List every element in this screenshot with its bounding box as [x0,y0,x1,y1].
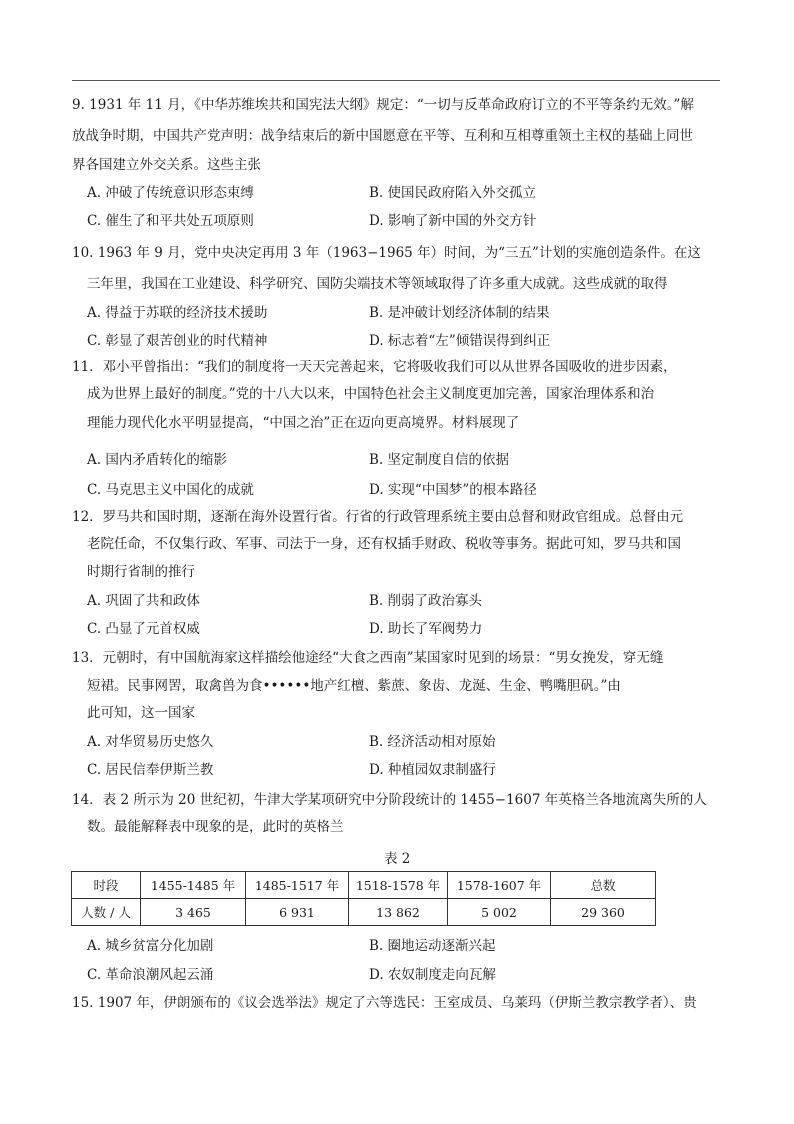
q9-stem-line: 放战争时期，中国共产党声明：战争结束后的新中国愿意在平等、互利和互相尊重领土主权的基础上同世 [72,128,693,144]
q12-option-c: C. 凸显了元首权威 [87,621,200,637]
q10-option-d: D. 标志着“左”倾错误得到纠正 [369,333,551,349]
q14-stem-line: 14．表 2 所示为 20 世纪初，牛津大学某项研究中分阶段统计的 1455−1607 年英格兰各地流离失所的人 [72,792,707,808]
q14-stem-line: 数。最能解释表中现象的是，此时的英格兰 [87,819,344,835]
q10-stem-line: 10. 1963 年 9 月，党中央决定再用 3 年（1963−1965 年）时间，为“三五”计划的实施创造条件。在这 [72,245,701,261]
q12-option-b: B. 削弱了政治寡头 [369,593,483,609]
q13-option-a: A. 对华贸易历史悠久 [87,734,214,750]
table-row [72,899,656,926]
q9-stem-line: 界各国建立外交关系。这些主张 [72,157,261,173]
q11-stem-line: 理能力现代化水平明显提高，“中国之治”正在迈向更高境界。材料展现了 [87,415,520,431]
q13-option-d: D. 种植园奴隶制盛行 [369,762,496,778]
q11-option-a: A. 国内矛盾转化的缩影 [87,452,227,468]
q10-option-a: A. 得益于苏联的经济技术援助 [87,305,268,321]
q11-option-c: C. 马克思主义中国化的成就 [87,482,254,498]
header-rule [72,80,720,81]
q12-option-d: D. 助长了军阀势力 [369,621,483,637]
table-cell: 6 931 [246,899,349,926]
q12-stem-line: 时期行省制的推行 [87,564,195,580]
q15-stem-line: 15. 1907 年，伊朗颁布的《议会选举法》规定了六等选民：王室成员、乌莱玛（伊斯兰教宗教学者）、贵 [72,995,697,1011]
table-cell: 5 002 [448,899,551,926]
q13-option-b: B. 经济活动相对原始 [369,734,496,750]
q10-option-c: C. 彰显了艰苦创业的时代精神 [87,333,268,349]
table-header-row [72,872,656,899]
q12-stem-line: 12．罗马共和国时期，逐渐在海外设置行省。行省的行政管理系统主要由总督和财政官组成。总督由元 [72,509,684,525]
q14-option-d: D. 农奴制度走向瓦解 [369,967,496,983]
table-cell: 29 360 [551,899,656,926]
q11-option-d: D. 实现“中国梦”的根本路径 [369,482,537,498]
q14-option-c: C. 革命浪潮风起云涌 [87,967,214,983]
q13-stem-line: 短裙。民事网罟，取禽兽为食••••••地产红檀、紫蔗、象齿、龙涎、生金、鸭嘴胆矾。”由 [87,678,621,694]
q9-option-a: A. 冲破了传统意识形态束缚 [87,185,254,201]
q9-option-b: B. 使国民政府陷入外交孤立 [369,185,537,201]
q9-stem-line: 9. 1931 年 11 月，《中华苏维埃共和国宪法大纲》规定：“一切与反革命政府订立的不平等条约无效。”解 [72,97,694,113]
q11-stem-line: 成为世界上最好的制度。”党的十八大以来，中国特色社会主义制度更加完善，国家治理体系和治 [87,386,655,402]
table-cell: 人数 / 人 [72,899,141,926]
table-header-cell: 1578-1607 年 [448,872,551,899]
table-caption: 表 2 [384,851,411,867]
table-header-cell: 1485-1517 年 [246,872,349,899]
q13-stem-line: 此可知，这一国家 [87,705,195,721]
q9-option-d: D. 影响了新中国的外交方针 [369,213,537,229]
q13-option-c: C. 居民信奉伊斯兰教 [87,762,214,778]
q14-option-b: B. 圈地运动逐渐兴起 [369,938,496,954]
q12-option-a: A. 巩固了共和政体 [87,593,200,609]
data-table [71,871,656,926]
q10-stem-line: 三年里，我国在工业建设、科学研究、国防尖端技术等领域取得了许多重大成就。这些成就的取得 [87,276,668,292]
q14-option-a: A. 城乡贫富分化加剧 [87,938,214,954]
q10-option-b: B. 是冲破计划经济体制的结果 [369,305,550,321]
table-header-cell: 总数 [551,872,656,899]
q12-stem-line: 老院任命，不仅集行政、军事、司法于一身，还有权插手财政、税收等事务。据此可知，罗马共和国 [87,536,681,552]
table-cell: 13 862 [349,899,448,926]
q9-option-c: C. 催生了和平共处五项原则 [87,213,254,229]
q11-option-b: B. 坚定制度自信的依据 [369,452,510,468]
table-header-cell: 1455-1485 年 [141,872,246,899]
table-header-cell: 1518-1578 年 [349,872,448,899]
table-header-cell: 时段 [72,872,141,899]
q13-stem-line: 13．元朝时，有中国航海家这样描绘他途经“大食之西南”某国家时见到的场景：“男女挽发，穿无缝 [72,650,664,666]
table-cell: 3 465 [141,899,246,926]
q11-stem-line: 11．邓小平曾指出：“我们的制度将一天天完善起来，它将吸收我们可以从世界各国吸收的进步因素， [72,359,677,375]
